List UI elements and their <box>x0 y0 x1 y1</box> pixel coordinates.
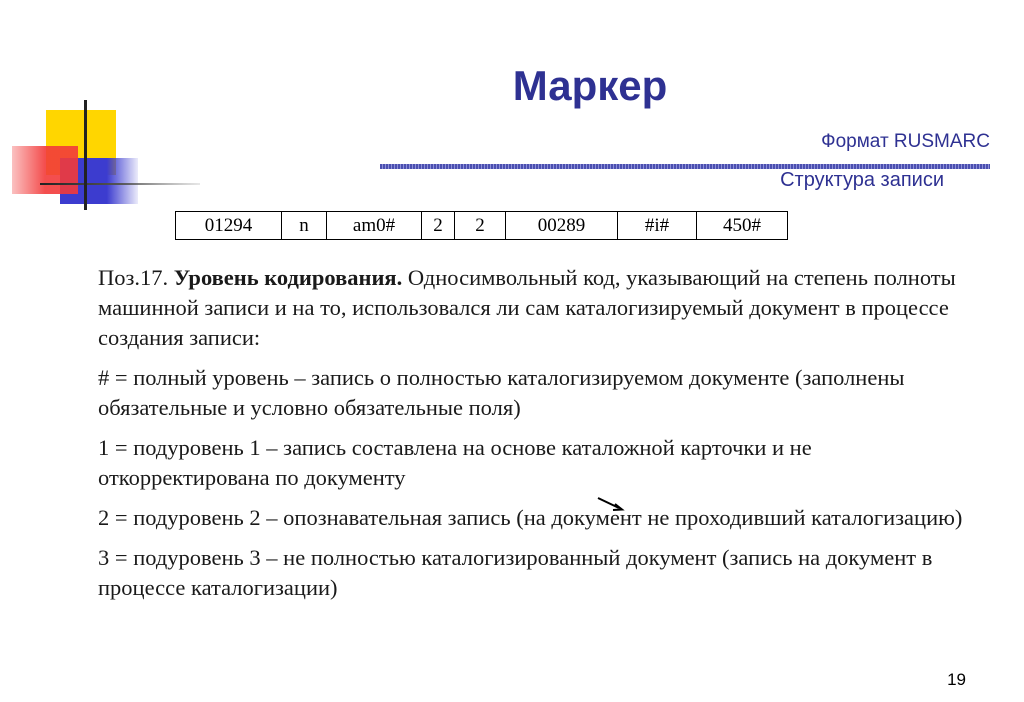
position-label: Поз.17. <box>98 265 169 290</box>
deco-red-square <box>12 146 78 194</box>
list-item: # = полный уровень – запись о полностью каталогизируемом документе (заполнены обязательные и условно обязательные поля) <box>98 365 905 420</box>
structure-label: Структура записи <box>780 169 944 191</box>
list-item: 2 = подуровень 2 – опознавательная запись (на документ не проходивший каталогизацию) <box>98 505 963 530</box>
section-heading: Уровень кодирования. <box>173 265 403 290</box>
marker-cell-directory-map: 450# <box>697 212 788 240</box>
arrow-icon <box>595 494 629 514</box>
marker-cell-record-status: n <box>282 212 327 240</box>
marker-cell-additional-def: #i# <box>618 212 697 240</box>
intro-paragraph <box>98 263 988 353</box>
intro-text: Односимвольный код, указывающий на степень полноты машинной записи и на то, использовался ли сам каталогизируемый документ в процессе создания записи: <box>98 265 956 350</box>
page-number: 19 <box>947 670 966 689</box>
marker-row <box>176 212 788 240</box>
marker-cell-indicator-length: 2 <box>422 212 455 240</box>
decorative-squares-graphic <box>0 0 200 230</box>
content-body <box>98 263 988 613</box>
marker-cell-impl-codes: am0# <box>327 212 422 240</box>
marker-table <box>175 211 788 240</box>
marker-cell-subfield-length: 2 <box>455 212 506 240</box>
list-item: 3 = подуровень 3 – не полностью каталогизированный документ (запись на документ в процессе каталогизации) <box>98 545 933 600</box>
deco-vertical-line <box>84 100 87 210</box>
deco-horizontal-line <box>40 183 200 185</box>
list-item: 1 = подуровень 1 – запись составлена на основе каталожной карточки и не откорректирована по документу <box>98 435 812 490</box>
marker-cell-base-address: 00289 <box>506 212 618 240</box>
marker-cell-record-length: 01294 <box>176 212 282 240</box>
format-label: Формат RUSMARC <box>821 131 990 152</box>
page-title: Маркер <box>512 62 668 109</box>
